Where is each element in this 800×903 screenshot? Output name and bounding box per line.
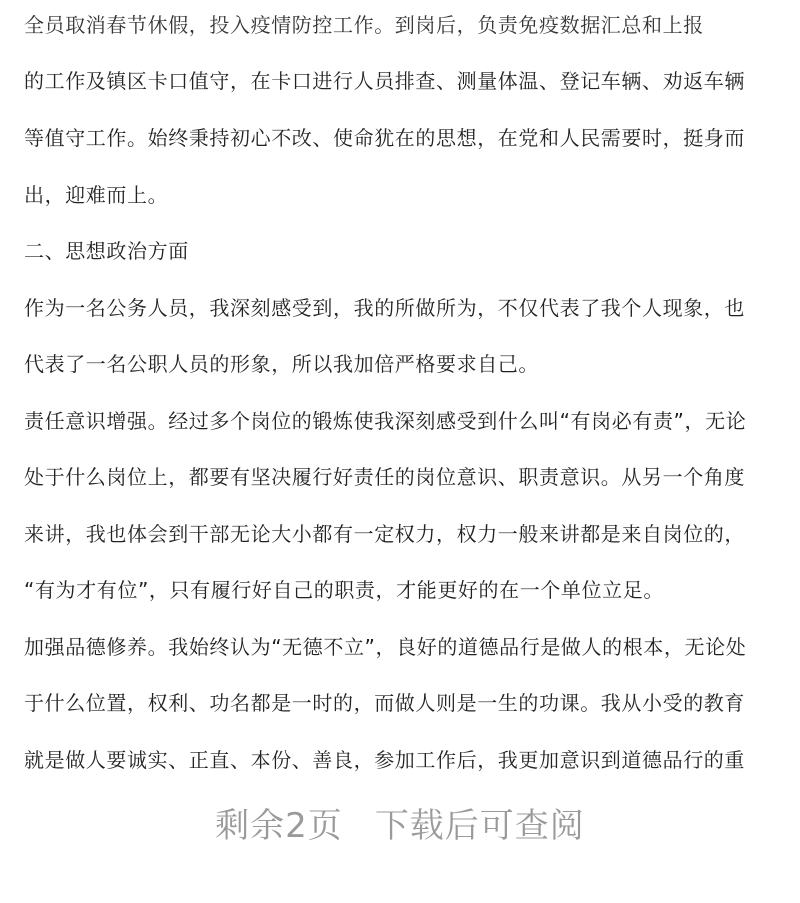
text-line: 等值守工作。始终秉持初心不改、使命犹在的思想，在党和人民需要时，挺身而: [24, 126, 745, 150]
text-line: 处于什么岗位上，都要有坚决履行好责任的岗位意识、职责意识。从另一个角度: [24, 465, 745, 489]
text-line: 来讲，我也体会到干部无论大小都有一定权力，权力一般来讲都是来自岗位的，: [24, 522, 745, 546]
text-line: 作为一名公务人员，我深刻感受到，我的所做所为，不仅代表了我个人现象，也: [24, 296, 745, 320]
text-line: 代表了一名公职人员的形象，所以我加倍严格要求自己。: [24, 352, 539, 376]
text-line: 于什么位置，权利、功名都是一时的，而做人则是一生的功课。我从小受的教育: [24, 691, 745, 715]
text-line: 全员取消春节休假，投入疫情防控工作。到岗后，负责免疫数据汇总和上报: [24, 13, 704, 37]
text-line: 的工作及镇区卡口值守，在卡口进行人员排查、测量体温、登记车辆、劝返车辆: [24, 69, 745, 93]
text-line: “有为才有位”，只有履行好自己的职责，才能更好的在一个单位立足。: [24, 578, 664, 602]
text-line: 出，迎难而上。: [24, 183, 169, 207]
text-line: 责任意识增强。经过多个岗位的锻炼使我深刻感受到什么叫“有岗必有责”，无论: [24, 409, 747, 433]
remaining-pages-banner[interactable]: [0, 806, 800, 846]
section-heading: 二、思想政治方面: [24, 239, 189, 263]
remaining-pages-label[interactable]: 剩余2页: [215, 806, 343, 846]
text-line: 就是做人要诚实、正直、本份、善良，参加工作后，我更加意识到道德品行的重: [24, 748, 745, 772]
download-to-view-link[interactable]: 下载后可查阅: [374, 806, 585, 846]
text-line: 加强品德修养。我始终认为“无德不立”，良好的道德品行是做人的根本，无论处: [24, 635, 747, 659]
